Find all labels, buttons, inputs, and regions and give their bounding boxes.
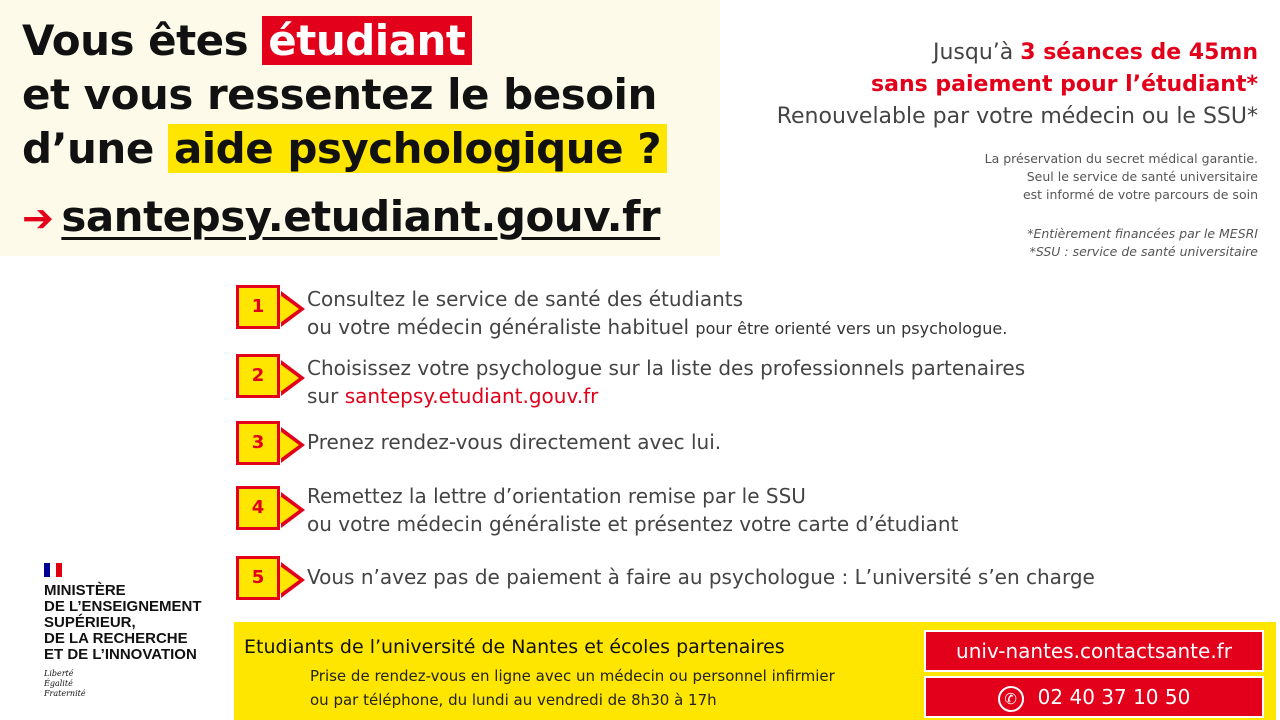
ministry-line-3: SUPÉRIEUR, <box>44 614 136 631</box>
ministry-logo <box>44 563 202 699</box>
ministry-line-2: DE L’ENSEIGNEMENT <box>44 598 202 615</box>
republic-motto <box>44 669 202 699</box>
contact-url-button[interactable]: univ-nantes.contactsante.fr <box>924 630 1264 672</box>
sessions-line <box>933 40 1258 65</box>
step-1-line-2-small: pour être orienté vers un psychologue. <box>695 319 1008 338</box>
sessions-prefix: Jusqu’à <box>932 40 1021 65</box>
step-1-text <box>307 285 1007 343</box>
motto-liberte: Liberté <box>44 669 74 678</box>
step-5-number: 5 <box>251 567 265 588</box>
secret-line-3: est informé de votre parcours de soin <box>1022 187 1258 202</box>
step-4-line-1: Remettez la lettre d’orientation remise par le SSU <box>307 484 806 508</box>
hero-line-3 <box>22 124 667 173</box>
step-1-line-2-main: ou votre médecin généraliste habituel <box>307 315 696 339</box>
step-2-link[interactable]: santepsy.etudiant.gouv.fr <box>344 384 599 408</box>
step-4-number: 4 <box>251 497 265 518</box>
contact-bar <box>234 622 1276 720</box>
ministry-line-5: ET DE L’INNOVATION <box>44 646 197 663</box>
hero-url-line <box>22 192 660 241</box>
secret-line-2: Seul le service de santé universitaire <box>1026 169 1258 184</box>
hero-url-link[interactable]: santepsy.etudiant.gouv.fr <box>61 192 661 241</box>
footnote-mesri: *Entièrement financées par le MESRI <box>1027 226 1258 241</box>
step-1-number: 1 <box>251 296 265 317</box>
step-4-line-2: ou votre médecin généraliste et présentez votre carte d’étudiant <box>307 512 959 536</box>
renewable-line: Renouvelable par votre médecin ou le SSU* <box>776 104 1258 129</box>
step-5-badge <box>236 556 280 600</box>
contact-bar-subtitle <box>310 664 835 712</box>
step-2-number: 2 <box>251 365 265 386</box>
sessions-count: 3 séances de 45mn <box>1020 40 1258 65</box>
step-5-line-1: Vous n’avez pas de paiement à faire au psychologue : L’université s’en charge <box>307 565 1095 589</box>
hero-line-3-text: d’une <box>22 124 168 173</box>
step-2-badge <box>236 354 280 398</box>
step-1-line-2 <box>307 313 1007 343</box>
hero-banner <box>0 0 720 256</box>
phone-icon <box>998 686 1024 712</box>
step-3-number: 3 <box>251 432 265 453</box>
ministry-name <box>44 583 202 663</box>
step-2-line-2-main: sur <box>307 384 345 408</box>
secret-line-1: La préservation du secret médical garantie. <box>984 151 1258 166</box>
step-2-line-2 <box>307 382 1025 410</box>
ministry-line-1: MINISTÈRE <box>44 582 126 599</box>
step-4-badge <box>236 486 280 530</box>
step-5-text <box>307 563 1095 591</box>
hero-line-2: et vous ressentez le besoin <box>22 70 657 119</box>
ministry-line-4: DE LA RECHERCHE <box>44 630 188 647</box>
phone-number: 02 40 37 10 50 <box>1037 685 1191 709</box>
hero-highlight-aide: aide psychologique ? <box>168 124 667 173</box>
step-4-text <box>307 482 958 538</box>
step-3-text <box>307 428 721 456</box>
footnote-ssu: *SSU : service de santé universitaire <box>1029 244 1258 259</box>
step-1-line-1: Consultez le service de santé des étudiants <box>307 287 744 311</box>
motto-egalite: Égalité <box>44 679 73 688</box>
contact-bar-subtitle-1: Prise de rendez-vous en ligne avec un médecin ou personnel infirmier <box>310 667 835 685</box>
motto-fraternite: Fraternité <box>44 689 86 698</box>
step-2-text <box>307 354 1025 410</box>
step-3-line-1: Prenez rendez-vous directement avec lui. <box>307 430 722 454</box>
hero-line-1-text: Vous êtes <box>22 16 263 65</box>
french-flag-icon <box>44 563 62 577</box>
arrow-right-icon: ➔ <box>22 196 54 240</box>
step-2-line-1: Choisissez votre psychologue sur la liste des professionnels partenaires <box>307 356 1026 380</box>
contact-bar-title: Etudiants de l’université de Nantes et écoles partenaires <box>244 636 785 658</box>
hero-highlight-etudiant: étudiant <box>262 16 471 65</box>
phone-button[interactable] <box>924 676 1264 718</box>
contact-bar-subtitle-2: ou par téléphone, du lundi au vendredi de 8h30 à 17h <box>310 691 717 709</box>
hero-line-1 <box>22 16 472 65</box>
no-payment-line: sans paiement pour l’étudiant* <box>871 72 1258 97</box>
step-3-badge <box>236 421 280 465</box>
step-1-badge <box>236 285 280 329</box>
